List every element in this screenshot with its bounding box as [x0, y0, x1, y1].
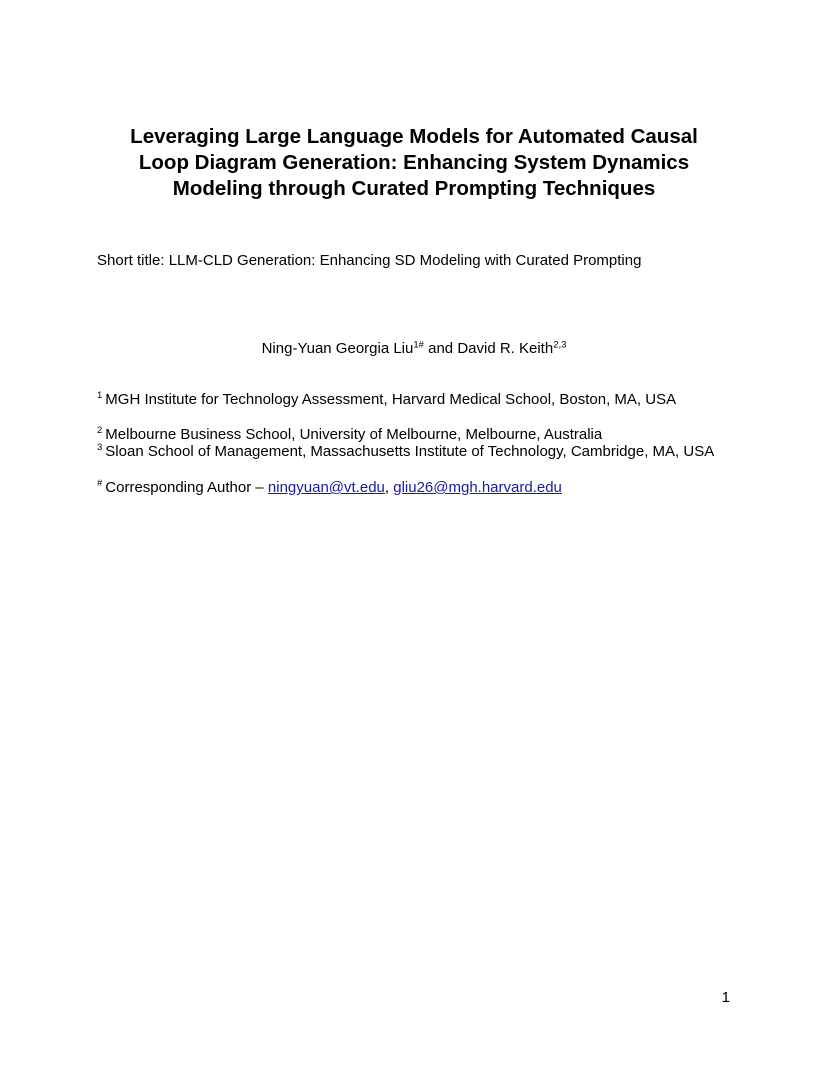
title-line: Modeling through Curated Prompting Techniques — [172, 177, 656, 200]
affiliation — [97, 426, 602, 444]
author-connector: and — [423, 340, 458, 357]
paper-title — [60, 124, 768, 202]
page-number: 1 — [721, 989, 730, 1006]
title-line: Loop Diagram Generation: Enhancing System Dynamics — [138, 151, 690, 174]
affiliation — [97, 443, 714, 461]
affiliation-text: MGH Institute for Technology Assessment, Harvard Medical School, Boston, MA, USA — [105, 391, 677, 408]
short-title: Short title: LLM-CLD Generation: Enhancing SD Modeling with Curated Prompting — [97, 252, 642, 269]
author-affiliation-mark: 1# — [413, 339, 424, 351]
affiliation-text: Melbourne Business School, University of Melbourne, Melbourne, Australia — [105, 426, 603, 443]
corresponding-mark: # — [97, 478, 103, 490]
author-name: Ning-Yuan Georgia Liu — [261, 340, 414, 357]
affiliation-mark: 2 — [97, 425, 103, 437]
affiliation-mark: 1 — [97, 390, 103, 402]
affiliation-mark: 3 — [97, 442, 103, 454]
title-line: Leveraging Large Language Models for Automated Causal — [130, 125, 698, 148]
author-affiliation-mark: 2,3 — [553, 339, 567, 351]
corresponding-label: Corresponding Author – — [105, 479, 268, 496]
affiliation — [97, 391, 676, 409]
email-separator: , — [384, 479, 394, 496]
author-name: David R. Keith — [457, 340, 554, 357]
email-link[interactable]: gliu26@mgh.harvard.edu — [393, 479, 562, 496]
author-line — [0, 339, 828, 359]
affiliation-text: Sloan School of Management, Massachusetts Institute of Technology, Cambridge, MA, USA — [105, 443, 715, 460]
corresponding-author — [97, 479, 562, 497]
email-link[interactable]: ningyuan@vt.edu — [267, 479, 385, 496]
